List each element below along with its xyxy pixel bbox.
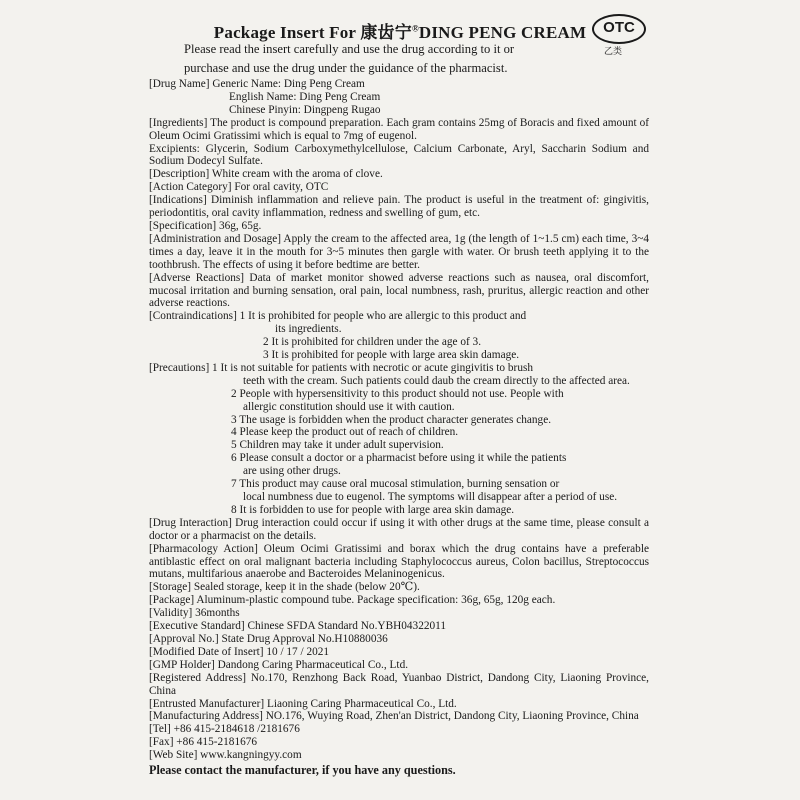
precaution-item: 5 Children may take it under adult supervision. [231, 439, 444, 452]
precaution-item-cont: teeth with the cream. Such patients could daub the cream directly to the affected area. [243, 374, 630, 387]
contraindication-item: [Contraindications] 1 It is prohibited for people who are allergic to this product and [149, 310, 527, 323]
registered-mark: ® [411, 23, 419, 34]
precaution-item-cont: allergic constitution should use it with caution. [243, 400, 455, 413]
telephone-line: [Tel] +86 415-2184618 /2181676 [149, 723, 300, 736]
precaution-item: 6 Please consult a doctor or a pharmacist before using it while the patients [231, 452, 567, 465]
intro-paragraph [184, 40, 584, 78]
pharmacology-section: [Pharmacology Action] Oleum Ocimi Gratissimi and borax which the drug contains have a preferable antiblastic effect on oral malignant bacteria including Staphylococcus aureus, Colon bacillus, Streptococcus mutans, multifarious anaerobe and Bacteroides Melaninogenicus. [149, 542, 649, 581]
action-category-section: [Action Category] For oral cavity, OTC [149, 181, 329, 194]
registered-address-section: [Registered Address] No.170, Renzhong Back Road, Yuanbao District, Dandong City, Liaoning Province, China [149, 671, 649, 697]
gmp-holder-section: [GMP Holder] Dandong Caring Pharmaceutical Co., Ltd. [149, 658, 409, 671]
entrusted-manufacturer-section: [Entrusted Manufacturer] Liaoning Caring Pharmaceutical Co., Ltd. [149, 697, 457, 710]
intro-line: Please read the insert carefully and use the drug according to it or [184, 42, 515, 56]
insert-body [149, 78, 649, 777]
title-prefix: Package Insert For [213, 23, 361, 42]
english-name-line: English Name: Ding Peng Cream [229, 90, 381, 103]
storage-section: [Storage] Sealed storage, keep it in the shade (below 20℃). [149, 581, 420, 594]
precaution-item: 2 People with hypersensitivity to this product should not use. People with [231, 387, 564, 400]
contraindication-item: 3 It is prohibited for people with large area skin damage. [263, 349, 520, 362]
validity-section: [Validity] 36months [149, 607, 240, 620]
contraindication-item: 2 It is prohibited for children under the age of 3. [263, 336, 482, 349]
drug-name-line: [Drug Name] Generic Name: Ding Peng Cream [149, 78, 365, 90]
precaution-item: 8 It is forbidden to use for people with large area skin damage. [231, 503, 515, 516]
closing-note: Please contact the manufacturer, if you have any questions. [149, 763, 456, 778]
modified-date-section: [Modified Date of Insert] 10 / 17 / 2021 [149, 645, 330, 658]
specification-section: [Specification] 36g, 65g. [149, 219, 262, 232]
administration-section: [Administration and Dosage] Apply the cream to the affected area, 1g (the length of 1~1.5 cm) each time, 3~4 times a day, leave it in the mouth for 3~5 minutes then gargle with water. Or brush teeth applying it to the toothbrush. The effects of using it before bedtime are better. [149, 232, 649, 271]
precaution-item-cont: local numbness due to eugenol. The symptoms will disappear after a period of use. [243, 491, 618, 503]
title-product: DING PENG CREAM [418, 23, 587, 42]
fax-line: [Fax] +86 415-2181676 [149, 736, 258, 749]
intro-line: purchase and use the drug under the guidance of the pharmacist. [184, 61, 508, 75]
contraindication-item-cont: its ingredients. [275, 323, 342, 336]
precaution-item: 4 Please keep the product out of reach of children. [231, 426, 459, 439]
excipients-section: Excipients: Glycerin, Sodium Carboxymethylcellulose, Calcium Carbonate, Aryl, Saccharin Sodium and Sodium Dodecyl Sulfate. [149, 142, 649, 168]
otc-badge: OTC [592, 14, 646, 44]
ingredients-section: [Ingredients] The product is compound preparation. Each gram contains 25mg of Boracis and fixed amount of Oleum Ocimi Gratissimi which is equal to 7mg of eugenol. [149, 116, 649, 142]
precaution-item: 3 The usage is forbidden when the product character generates change. [231, 413, 552, 426]
pinyin-line: Chinese Pinyin: Dingpeng Rugao [229, 103, 381, 116]
otc-class-label: 乙类 [604, 46, 623, 56]
executive-standard-section: [Executive Standard] Chinese SFDA Standard No.YBH04322011 [149, 620, 447, 633]
drug-interaction-section: [Drug Interaction] Drug interaction could occur if using it with other drugs at the same time, please consult a doctor or a pharmacist on the details. [149, 516, 649, 542]
adverse-reactions-section: [Adverse Reactions] Data of market monitor showed adverse reactions such as nausea, oral discomfort, mucosal irritation and burning sensation, oral pain, local numbness, rash, pruritus, allergic reaction and other adverse reactions. [149, 271, 649, 310]
package-section: [Package] Aluminum-plastic compound tube. Package specification: 36g, 65g, 120g each. [149, 594, 556, 607]
precaution-item: 7 This product may cause oral mucosal stimulation, burning sensation or [231, 478, 560, 491]
description-section: [Description] White cream with the aroma of clove. [149, 168, 383, 181]
indications-section: [Indications] Diminish inflammation and relieve pain. The product is useful in the treatment of: gingivitis, periodontitis, oral cavity inflammation, redness and swelling of gum, etc. [149, 194, 649, 220]
website-line: [Web Site] www.kangningyy.com [149, 749, 302, 762]
title-brand: 康齿宁 [360, 23, 412, 42]
precaution-item: [Precautions] 1 It is not suitable for patients with necrotic or acute gingivitis to brush [149, 361, 534, 374]
manufacturing-address-section: [Manufacturing Address] NO.176, Wuying Road, Zhen'an District, Dandong City, Liaoning Province, China [149, 710, 639, 723]
approval-number-section: [Approval No.] State Drug Approval No.H10880036 [149, 632, 388, 645]
precaution-item-cont: are using other drugs. [243, 465, 341, 478]
